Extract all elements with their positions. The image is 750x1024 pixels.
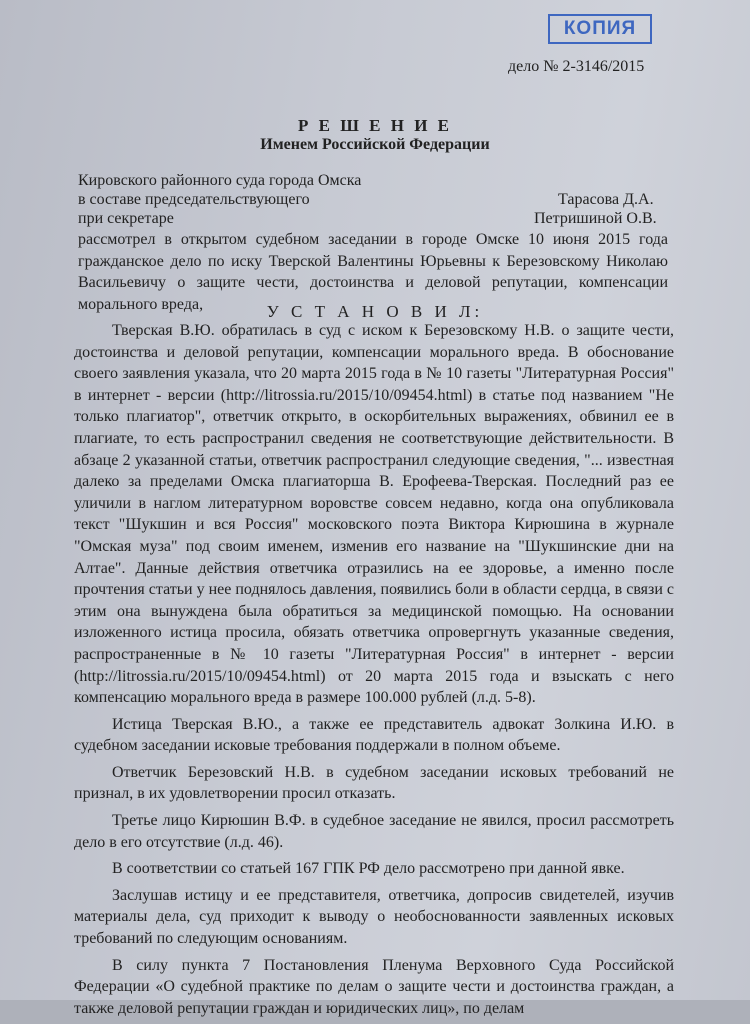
paragraph: Заслушав истицу и ее представителя, ответчика, допросив свидетелей, изучив материалы дела, суд приходит к выводу о необоснованности заявленных исковых требований по следующим основаниям. bbox=[74, 886, 674, 948]
copy-stamp: КОПИЯ bbox=[548, 14, 652, 44]
paragraph: Ответчик Березовский Н.В. в судебном заседании исковых требований не признал, в их удовлетворении просил отказать. bbox=[74, 763, 674, 803]
court-name: Кировского районного суда города Омска bbox=[78, 172, 362, 189]
paragraph: Третье лицо Кирюшин В.Ф. в судебное заседание не явился, просил рассмотреть дело в его отсутствие (л.д. 46). bbox=[74, 812, 674, 851]
document-title: Р Е Ш Е Н И Е bbox=[297, 116, 452, 135]
case-number: дело № 2-3146/2015 bbox=[508, 58, 645, 75]
paragraph: В соответствии со статьей 167 ГПК РФ дело рассмотрено при данной явке. bbox=[112, 860, 625, 878]
document-body bbox=[74, 320, 674, 1024]
secretary-label: при секретаре bbox=[78, 210, 174, 227]
paragraph: Истица Тверская В.Ю., а также ее представитель адвокат Золкина И.Ю. в судебном заседании исковые требования поддержали в полном объеме. bbox=[74, 715, 674, 755]
document-subtitle: Именем Российской Федерации bbox=[260, 136, 490, 153]
intro-paragraph: рассмотрел в открытом судебном заседании в городе Омске 10 июня 2015 года гражданское дело по иску Тверской Валентины Юрьевны к Березовскому Николаю Васильевичу о защите чести, достоинства и деловой репутации, компенсации морального вреда, bbox=[78, 231, 668, 313]
established-heading: У С Т А Н О В И Л: bbox=[266, 302, 484, 321]
judge-name: Тарасова Д.А. bbox=[558, 191, 654, 208]
secretary-name: Петришиной О.В. bbox=[534, 210, 657, 227]
paragraph: Тверская В.Ю. обратилась в суд с иском к Березовскому Н.В. о защите чести, достоинства и деловой репутации, компенсации морального вреда. В обоснование своего заявления указала, что 20 марта 2015 года в № 10 газеты "Литературная Россия" в интернет - версии (http://litrossia.ru/2015/10/09454.html) в статье под названием "Не только плагиатор", ответчик открыто, в оскорбительных выражениях, обвинил ее в плагиате, то есть распространил сведения не соответствующие действительности. В абзаце 2 указанной статьи, ответчик распространил следующие сведения, "... известная далеко за пределами Омска плагиаторша В. Ерофеева-Тверская. Последний раз ее уличили в наглом литературном воровстве совсем недавно, когда она опубликовала текст "Шукшин и вся Россия" московского поэта Виктора Кирюшина в журнале "Омская муза" под своим именем, изменив его название на "Шукшинские дни на Алтае". Данные действия ответчика отразились на ее здоровье, а именно после прочтения статьи у нее поднялось давления, появились боли в области сердца, в связи с этим она вынуждена была обратиться за медицинской помощью. На основании изложенного истица просила, обязать ответчика опровергнуть указанные сведения, распространенные в № 10 газеты "Литературная Россия" в интернет - версии (http://litrossia.ru/2015/10/09454.html) от 20 марта 2015 года и взыскать с него компенсацию морального вреда в размере 100.000 рублей (л.д. 5-8). bbox=[74, 322, 674, 707]
paragraph: В силу пункта 7 Постановления Пленума Верховного Суда Российской Федерации «О судебной практике по делам о защите чести и достоинства граждан, а также деловой репутации граждан и юридических лиц», по делам bbox=[74, 956, 674, 1017]
composition-label: в составе председательствующего bbox=[78, 191, 310, 208]
